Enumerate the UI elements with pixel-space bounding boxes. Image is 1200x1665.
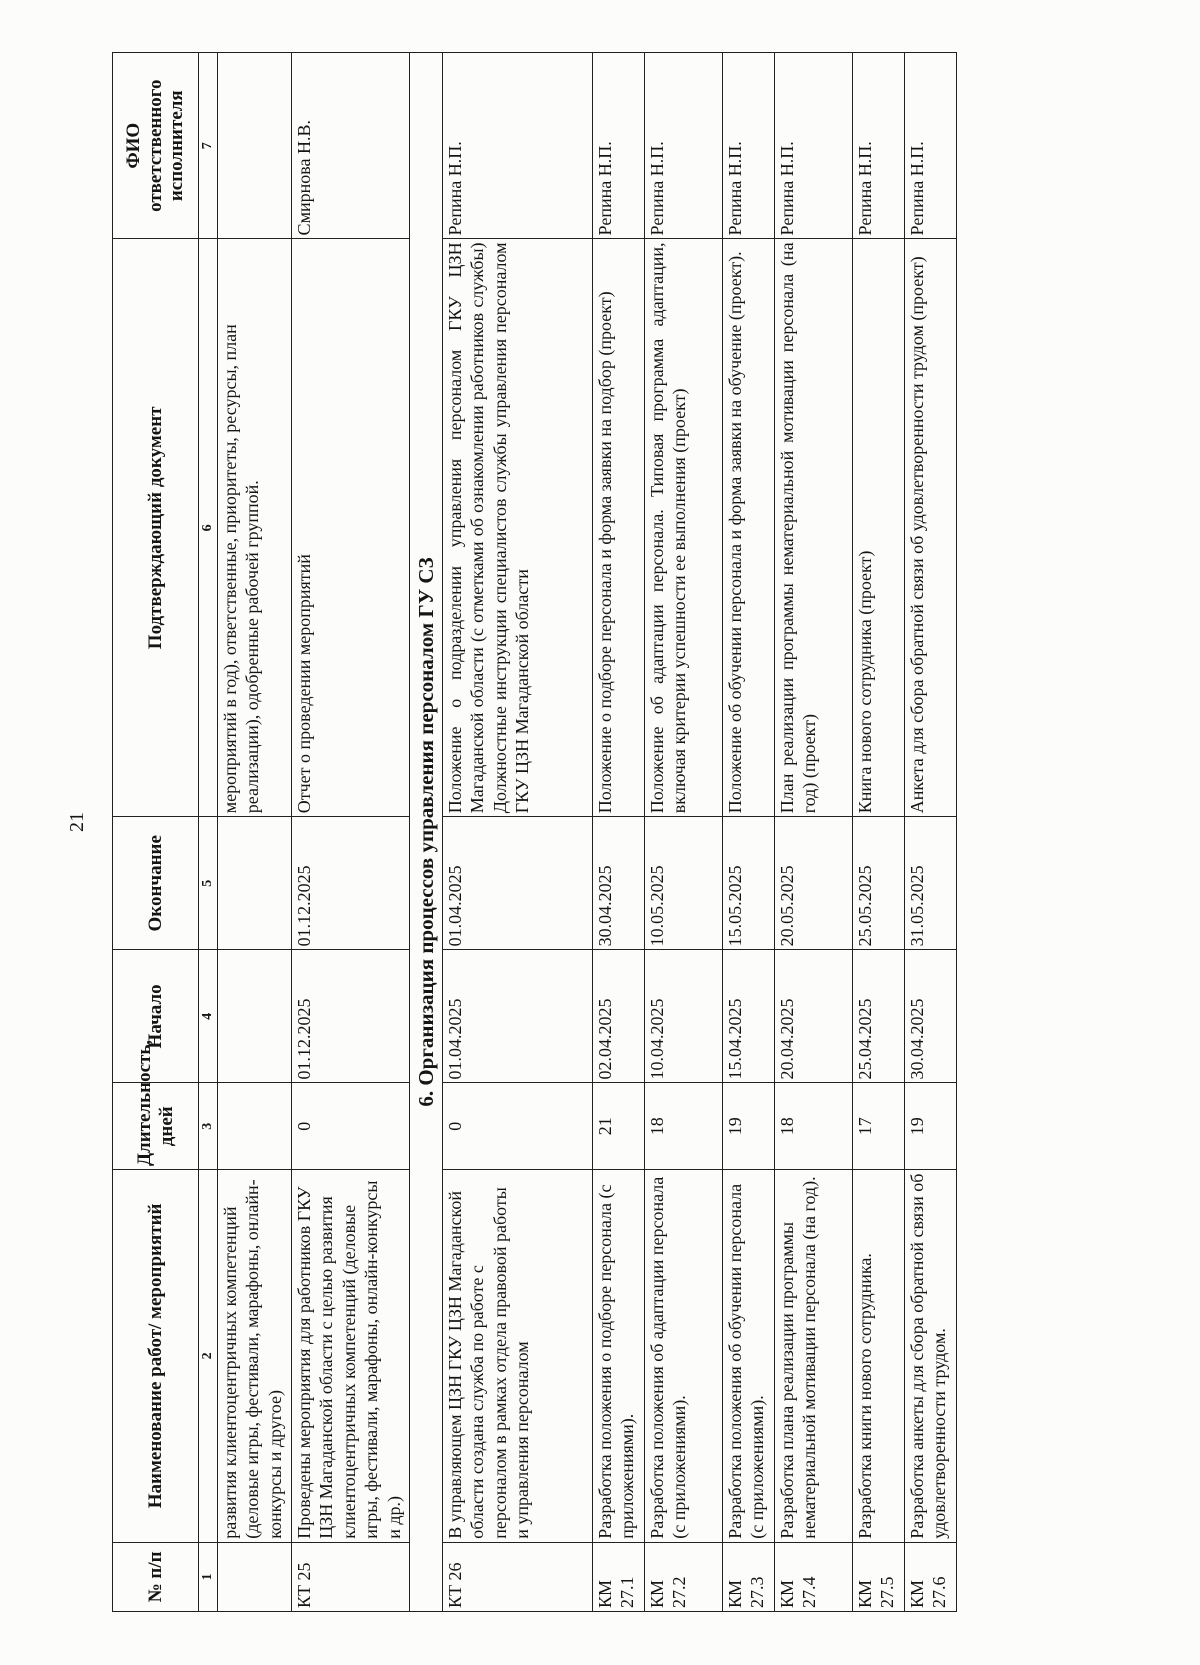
row-num: КМ 27.5 xyxy=(852,1542,904,1611)
row-document: Положение об адаптации персонала. Типовая программа адаптации, включая критерии успешности ее выполнения (проект) xyxy=(644,239,722,817)
row-num: КТ 25 xyxy=(291,1542,409,1611)
column-number: 5 xyxy=(199,817,218,950)
header-end: Окончание xyxy=(113,817,199,950)
row-name: Проведены мероприятия для работников ГКУ ЦЗН Магаданской области с целью развития клиентоцентричных компетенций (деловые игры, фестивали, марафоны, онлайн-конкурсы и др.) xyxy=(291,1170,409,1543)
row-start: 15.04.2025 xyxy=(722,950,774,1083)
column-number: 6 xyxy=(199,239,218,817)
row-start xyxy=(217,950,291,1083)
rotated-table-wrapper xyxy=(112,52,992,1612)
row-duration: 0 xyxy=(291,1083,409,1170)
row-num: КМ 27.6 xyxy=(904,1542,956,1611)
row-end: 15.05.2025 xyxy=(722,817,774,950)
row-num xyxy=(217,1542,291,1611)
row-duration: 21 xyxy=(592,1083,644,1170)
table-row xyxy=(644,53,722,1612)
section-title: 6. Организация процессов управления персоналом ГУ СЗ xyxy=(409,53,442,1612)
row-responsible xyxy=(217,53,291,239)
row-end: 30.04.2025 xyxy=(592,817,644,950)
row-name: развития клиентоцентричных компетенций (деловые игры, фестивали, марафоны, онлайн-конкурсы и другое) xyxy=(217,1170,291,1543)
row-name: Разработка книги нового сотрудника. xyxy=(852,1170,904,1543)
column-number: 7 xyxy=(199,53,218,239)
row-end: 20.05.2025 xyxy=(774,817,852,950)
row-num: КМ 27.3 xyxy=(722,1542,774,1611)
row-start: 25.04.2025 xyxy=(852,950,904,1083)
table-row xyxy=(217,53,291,1612)
header-start: Начало xyxy=(113,950,199,1083)
column-number: 4 xyxy=(199,950,218,1083)
row-num: КТ 26 xyxy=(442,1542,592,1611)
row-document: Положение о подразделении управления персоналом ГКУ ЦЗН Магаданской области (с отметками об ознакомлении работников службы) Должностные инструкции специалистов службы управления персоналом ГКУ ЦЗН Магаданской области xyxy=(442,239,592,817)
row-num: КМ 27.1 xyxy=(592,1542,644,1611)
row-name: Разработка анкеты для сбора обратной связи об удовлетворенности трудом. xyxy=(904,1170,956,1543)
row-start: 01.04.2025 xyxy=(442,950,592,1083)
table-row xyxy=(592,53,644,1612)
row-responsible: Репина Н.П. xyxy=(722,53,774,239)
header-responsible: ФИО ответственного исполнителя xyxy=(113,53,199,239)
row-document: Книга нового сотрудника (проект) xyxy=(852,239,904,817)
table-row xyxy=(904,53,956,1612)
row-end: 25.05.2025 xyxy=(852,817,904,950)
row-start: 30.04.2025 xyxy=(904,950,956,1083)
row-responsible: Репина Н.П. xyxy=(852,53,904,239)
row-duration xyxy=(217,1083,291,1170)
row-duration: 19 xyxy=(722,1083,774,1170)
row-end: 10.05.2025 xyxy=(644,817,722,950)
row-start: 20.04.2025 xyxy=(774,950,852,1083)
column-number: 1 xyxy=(199,1542,218,1611)
page-number: 21 xyxy=(66,812,88,832)
row-document: мероприятий в год), ответственные, приоритеты, ресурсы, план реализации), одобренные рабочей группой. xyxy=(217,239,291,817)
header-document: Подтверждающий документ xyxy=(113,239,199,817)
row-name: В управляющем ЦЗН ГКУ ЦЗН Магаданской области создана служба по работе с персоналом в рамках отдела правовой работы и управления персоналом xyxy=(442,1170,592,1543)
row-responsible: Репина Н.П. xyxy=(644,53,722,239)
row-duration: 0 xyxy=(442,1083,592,1170)
row-start: 02.04.2025 xyxy=(592,950,644,1083)
schedule-table xyxy=(112,52,957,1612)
row-responsible: Репина Н.П. xyxy=(904,53,956,239)
row-document: Анкета для сбора обратной связи об удовлетворенности трудом (проект) xyxy=(904,239,956,817)
row-duration: 17 xyxy=(852,1083,904,1170)
row-document: Положение о подборе персонала и форма заявки на подбор (проект) xyxy=(592,239,644,817)
row-name: Разработка положения об адаптации персонала (с приложениями). xyxy=(644,1170,722,1543)
row-end: 01.04.2025 xyxy=(442,817,592,950)
row-document: План реализации программы нематериальной мотивации персонала (на год) (проект) xyxy=(774,239,852,817)
row-responsible: Репина Н.П. xyxy=(442,53,592,239)
row-num: КМ 27.4 xyxy=(774,1542,852,1611)
row-responsible: Репина Н.П. xyxy=(774,53,852,239)
row-name: Разработка положения об обучении персонала (с приложениями). xyxy=(722,1170,774,1543)
header-num: № п/п xyxy=(113,1542,199,1611)
row-end: 31.05.2025 xyxy=(904,817,956,950)
row-end xyxy=(217,817,291,950)
row-responsible: Смирнова Н.В. xyxy=(291,53,409,239)
table-row xyxy=(722,53,774,1612)
header-name: Наименование работ/ мероприятий xyxy=(113,1170,199,1543)
table-row xyxy=(774,53,852,1612)
row-end: 01.12.2025 xyxy=(291,817,409,950)
row-num: КМ 27.2 xyxy=(644,1542,722,1611)
row-start: 01.12.2025 xyxy=(291,950,409,1083)
row-name: Разработка положения о подборе персонала (с приложениями). xyxy=(592,1170,644,1543)
row-name: Разработка плана реализации программы нематериальной мотивации персонала (на год). xyxy=(774,1170,852,1543)
table-row xyxy=(291,53,409,1612)
table-row xyxy=(852,53,904,1612)
row-start: 10.04.2025 xyxy=(644,950,722,1083)
row-document: Положение об обучении персонала и форма заявки на обучение (проект). xyxy=(722,239,774,817)
row-duration: 18 xyxy=(774,1083,852,1170)
header-duration: Длительность, дней xyxy=(113,1083,199,1170)
table-row xyxy=(442,53,592,1612)
column-number-row xyxy=(199,53,218,1612)
row-duration: 19 xyxy=(904,1083,956,1170)
row-document: Отчет о проведении мероприятий xyxy=(291,239,409,817)
header-row xyxy=(113,53,199,1612)
column-number: 3 xyxy=(199,1083,218,1170)
row-duration: 18 xyxy=(644,1083,722,1170)
column-number: 2 xyxy=(199,1170,218,1543)
section-heading-row xyxy=(409,53,442,1612)
row-responsible: Репина Н.П. xyxy=(592,53,644,239)
